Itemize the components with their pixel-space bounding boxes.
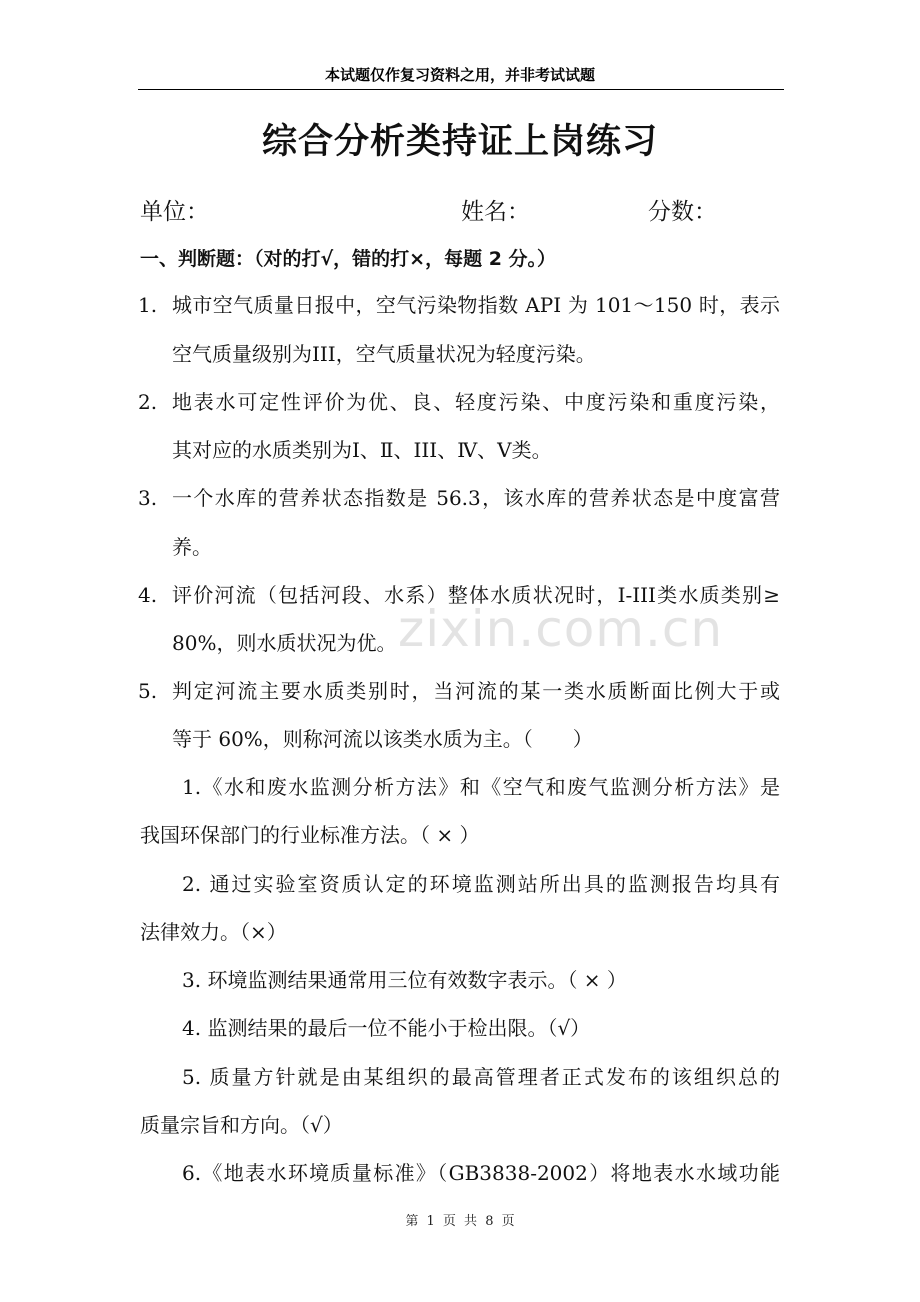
question-text-line: 养。	[172, 535, 212, 559]
score-field-label: 分数：	[648, 199, 717, 225]
question-text-line: 判定河流主要水质类别时，当河流的某一类水质断面比例大于或	[172, 679, 780, 703]
answer-text-line: 2. 通过实验室资质认定的环境监测站所出具的监测报告均具有	[182, 872, 780, 896]
answer-text-line: 5. 质量方针就是由某组织的最高管理者正式发布的该组织总的	[182, 1065, 780, 1089]
answer-text-line: 我国环保部门的行业标准方法。（ × ）	[140, 823, 480, 847]
page-title: 综合分析类持证上岗练习	[261, 121, 658, 162]
answer-text-line: 6.《地表水环境质量标准》（GB3838-2002）将地表水水域功能	[182, 1161, 780, 1185]
header-rule	[138, 89, 784, 90]
question-text-line: 空气质量级别为III，空气质量状况为轻度污染。	[172, 342, 596, 366]
page-footer: 第 1 页 共 8 页	[405, 1214, 515, 1229]
name-field-label: 姓名：	[461, 199, 530, 225]
unit-field-label: 单位：	[140, 199, 209, 225]
question-number: 4.	[138, 583, 158, 607]
question-number: 1.	[138, 293, 158, 317]
answer-text-line: 3. 环境监测结果通常用三位有效数字表示。（ × ）	[182, 968, 627, 992]
answer-text-line: 1.《水和废水监测分析方法》和《空气和废气监测分析方法》是	[182, 775, 780, 799]
question-number: 3.	[138, 486, 158, 510]
question-text-line: 地表水可定性评价为优、良、轻度污染、中度污染和重度污染，	[172, 390, 780, 414]
question-number: 5.	[138, 679, 158, 703]
question-text-line: 等于 60%，则称河流以该类水质为主。（ ）	[172, 727, 593, 751]
question-text-line: 一个水库的营养状态指数是 56.3，该水库的营养状态是中度富营	[172, 486, 780, 510]
question-text-line: 其对应的水质类别为Ⅰ、Ⅱ、III、Ⅳ、Ⅴ类。	[172, 438, 552, 462]
question-text-line: 城市空气质量日报中，空气污染物指数 API 为 101～150 时，表示	[172, 293, 780, 317]
watermark: zixin.com.cn	[398, 600, 724, 658]
answer-text-line: 质量宗旨和方向。（√）	[140, 1113, 343, 1137]
question-number: 2.	[138, 390, 158, 414]
question-text-line: 评价河流（包括河段、水系）整体水质状况时，I-III类水质类别≥	[172, 583, 780, 607]
page-header: 本试题仅作复习资料之用，并非考试试题	[324, 66, 595, 84]
answer-text-line: 4. 监测结果的最后一位不能小于检出限。（√）	[182, 1016, 591, 1040]
answer-text-line: 法律效力。（×）	[140, 920, 287, 944]
question-text-line: 80%，则水质状况为优。	[172, 631, 397, 655]
section-heading: 一、判断题：（对的打√，错的打×，每题 2 分。）	[140, 248, 557, 270]
